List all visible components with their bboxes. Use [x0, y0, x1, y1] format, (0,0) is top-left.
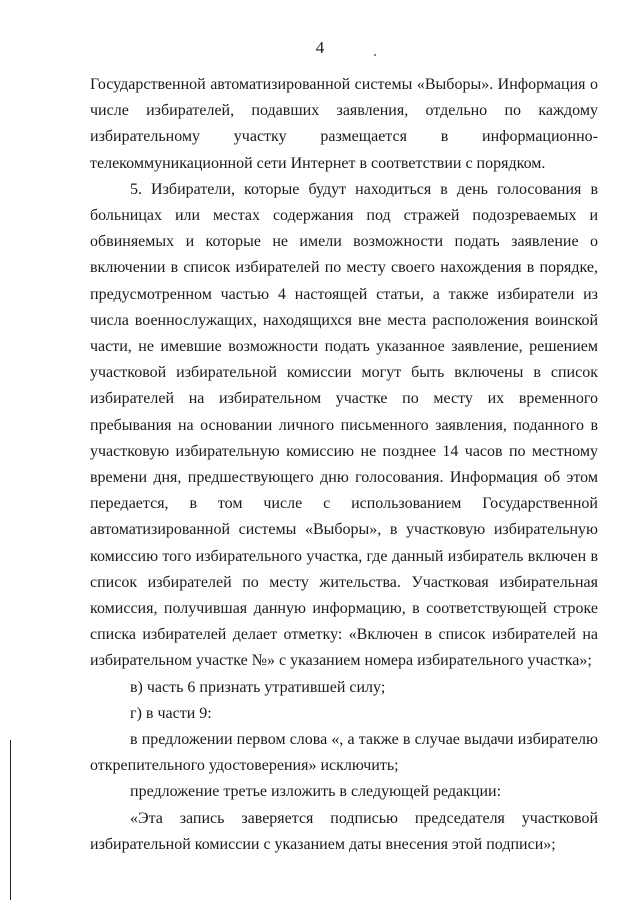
paragraph-sentence-three: предложение третье изложить в следующей редакции: — [130, 783, 502, 801]
scan-speck — [374, 54, 376, 56]
paragraph-sentence-one: в предложении первом слова «, а также в случае выдачи избирателю открепительного удостоверения» исключить; — [90, 731, 598, 775]
document-body — [90, 72, 598, 858]
paragraph-item-g: г) в части 9: — [130, 704, 212, 722]
paragraph-item-5: 5. Избиратели, которые будут находиться в день голосования в больницах или местах содержания под стражей подозреваемых и обвиняемых и которые не имели возможности подать заявление о включении в список избирателей по месту своего нахождения в порядке, предусмотренном частью 4 настоящей статьи, а также избиратели из числа военнослужащих, находящихся вне места расположения воинской части, не имевшие возможности подать указанное заявление, решением участковой избирательной комиссии могут быть включены в список избирателей на избирательном участке по месту их временного пребывания на основании личного письменного заявления, поданного в участковую избирательную комиссию не позднее 14 часов по местному времени дня, предшествующего дню голосования. Информация об этом передается, в том числе с использованием Государственной автоматизированной системы «Выборы», в участковую избирательную комиссию того избирательного участка, где данный избиратель включен в список избирателей по месту жительства. Участковая избирательная комиссия, получившая данную информацию, в соответствующей строке списка избирателей делает отметку: «Включен в список избирателей на избирательном участке №» с указанием номера избирательного участка»; — [90, 180, 598, 670]
paragraph-item-v: в) часть 6 признать утратившей силу; — [130, 678, 386, 696]
paragraph-quote: «Эта запись заверяется подписью председателя участковой избирательной комиссии с указанием даты внесения этой подписи»; — [90, 809, 598, 853]
paragraph-continuation: Государственной автоматизированной системы «Выборы». Информация о числе избирателей, подавших заявления, отдельно по каждому избирательному участку размещается в информационно-телекоммуникационной сети Интернет в соответствии с порядком. — [90, 76, 598, 172]
margin-line — [10, 740, 11, 900]
page-number: 4 — [315, 38, 325, 57]
